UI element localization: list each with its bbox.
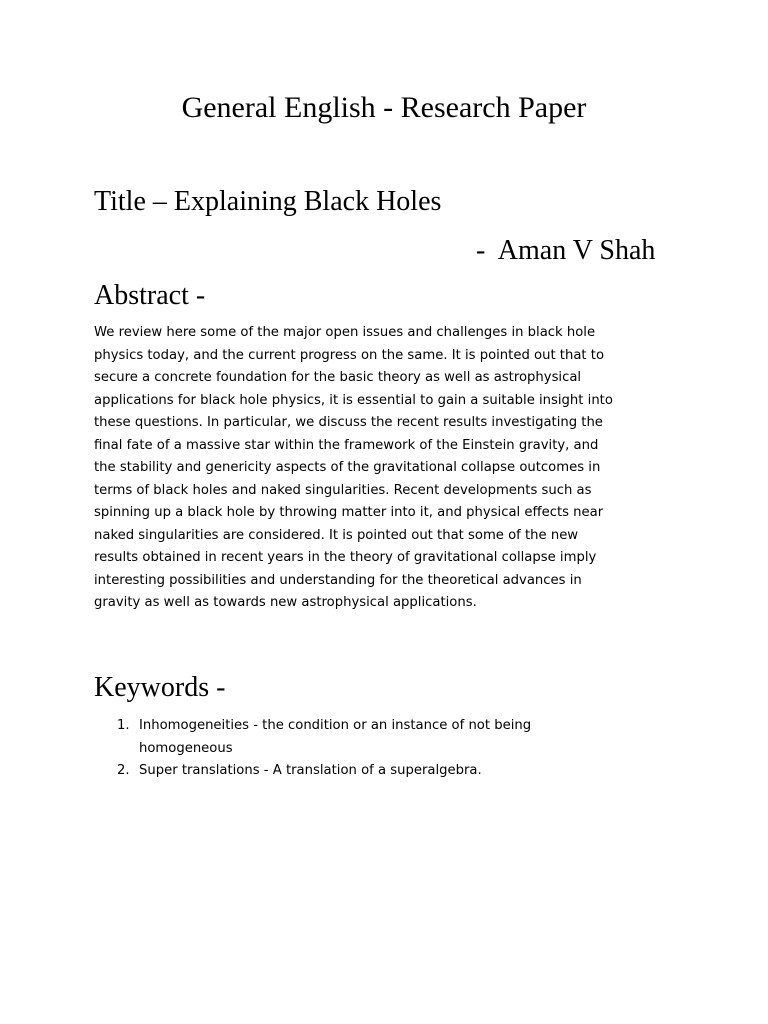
author-name: - Aman V Shah: [476, 235, 656, 266]
keyword-item: [117, 715, 677, 760]
abstract-line: final fate of a massive star within the framework of the Einstein gravity, and: [94, 437, 599, 453]
abstract-line: spinning up a black hole by throwing matter into it, and physical effects near: [94, 505, 604, 520]
abstract-line: these questions. In particular, we discuss the recent results investigating the: [94, 415, 603, 430]
abstract-line: applications for black hole physics, it is essential to gain a suitable insight into: [94, 392, 613, 408]
abstract-line: interesting possibilities and understanding for the theoretical advances in: [94, 572, 582, 588]
abstract-heading: Abstract -: [94, 280, 206, 311]
abstract-line: the stability and genericity aspects of the gravitational collapse outcomes in: [94, 460, 601, 475]
abstract-line: physics today, and the current progress on the same. It is pointed out that to: [94, 347, 605, 363]
keyword-term: Super translations: [139, 763, 260, 778]
keywords-list: [117, 715, 677, 783]
keyword-definition: - the condition or an instance of not being: [249, 718, 532, 733]
keyword-definition: - A translation of a superalgebra.: [259, 763, 482, 778]
paper-title: Title – Explaining Black Holes: [94, 186, 442, 217]
keywords-heading: Keywords -: [94, 672, 226, 703]
abstract-line: results obtained in recent years in the theory of gravitational collapse imply: [94, 550, 597, 565]
keyword-item: [117, 760, 677, 783]
document-heading: General English - Research Paper: [181, 91, 587, 124]
keyword-term: Inhomogeneities: [139, 718, 250, 733]
keyword-number: 1.: [117, 718, 130, 733]
abstract-line: terms of black holes and naked singularities. Recent developments such as: [94, 482, 592, 498]
abstract-line: secure a concrete foundation for the basic theory as well as astrophysical: [94, 370, 582, 385]
abstract-line: We review here some of the major open issues and challenges in black hole: [94, 325, 596, 340]
abstract-line: naked singularities are considered. It is pointed out that some of the new: [94, 527, 579, 543]
keyword-definition-continued: homogeneous: [139, 740, 233, 756]
keyword-number: 2.: [117, 763, 130, 778]
abstract-line: gravity as well as towards new astrophysical applications.: [94, 595, 477, 610]
abstract-paragraph: [94, 322, 694, 615]
